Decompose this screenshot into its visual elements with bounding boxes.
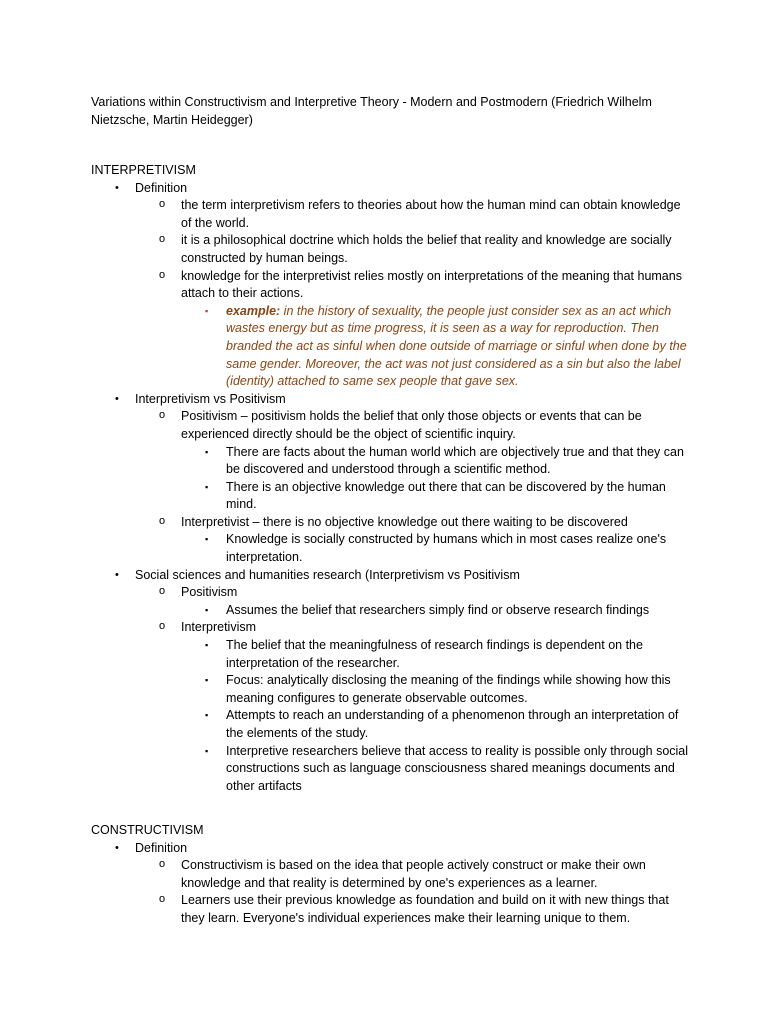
- list-item-text: There are facts about the human world which are objectively true and that they can be discovered and understood through a scientific method.: [226, 444, 684, 477]
- sub-list: [91, 408, 691, 566]
- sub-list: [91, 584, 691, 795]
- list-item-text: Interpretivism: [181, 620, 257, 635]
- list-item-text: Interpretive researchers believe that access to reality is possible only through social constructions such as language consciousness shared meanings documents and other artifacts: [226, 743, 689, 793]
- square-bullet-icon: ▪: [205, 640, 209, 651]
- list-item: [181, 637, 691, 672]
- square-bullet-icon: ▪: [205, 675, 209, 686]
- square-bullet-icon: ▪: [205, 305, 209, 316]
- list-item: [181, 444, 691, 479]
- example-text: in the history of sexuality, the people just consider sex as an act which wastes energy but as time progress, it is seen as a way for reproduction. Then branded the act as sinful when done outside of marriage or sinful when done by the same gender. Moreover, the act was not just considered as a sin but also the label (identity) attached to same sex people that gave sex.: [226, 303, 687, 389]
- circle-bullet-icon: o: [159, 893, 166, 906]
- list-item-text: Positivism – positivism holds the belief that only those objects or events that can be experienced directly should be the object of scientific inquiry.: [181, 409, 642, 441]
- example-item: [181, 303, 691, 391]
- square-bullet-icon: ▪: [205, 481, 209, 492]
- list-item-text: Positivism: [181, 585, 238, 600]
- list-item-text: There is an objective knowledge out there that can be discovered by the human mind.: [226, 479, 666, 512]
- list-item-label: Definition: [135, 840, 188, 855]
- circle-bullet-icon: o: [159, 268, 166, 281]
- list-item: [135, 408, 691, 514]
- list-item-text: The belief that the meaningfulness of research findings is dependent on the interpretation of the researcher.: [226, 638, 643, 670]
- square-bullet-icon: ▪: [205, 604, 209, 615]
- circle-bullet-icon: o: [159, 585, 166, 598]
- list-item-text: Learners use their previous knowledge as foundation and build on it with new things that they learn. Everyone's individual experiences make their learning unique to them.: [181, 893, 669, 925]
- circle-bullet-icon: o: [159, 620, 166, 633]
- bullet-list: [91, 180, 691, 796]
- list-item: [135, 197, 691, 232]
- list-item-label: Social sciences and humanities research (Interpretivism vs Positivism: [135, 567, 520, 582]
- sub-sub-list: [137, 444, 691, 514]
- list-item: [181, 531, 691, 566]
- section-heading: CONSTRUCTIVISM: [91, 823, 204, 837]
- bullet-icon: •: [115, 568, 119, 581]
- example-paragraph: [226, 304, 687, 388]
- list-item: [181, 479, 691, 514]
- square-bullet-icon: ▪: [205, 534, 209, 545]
- list-item: [135, 584, 691, 619]
- list-item-text: the term interpretivism refers to theories about how the human mind can obtain knowledge of the world.: [181, 198, 681, 230]
- list-item-label: Interpretivism vs Positivism: [135, 391, 286, 406]
- circle-bullet-icon: o: [159, 858, 166, 871]
- square-bullet-icon: ▪: [205, 745, 209, 756]
- list-item-text: it is a philosophical doctrine which holds the belief that reality and knowledge are socially constructed by human beings.: [181, 233, 672, 265]
- sub-sub-list: [137, 602, 691, 620]
- section-interpretivism: [91, 162, 691, 795]
- bullet-icon: •: [115, 841, 119, 854]
- list-item: [135, 232, 691, 267]
- circle-bullet-icon: o: [159, 233, 166, 246]
- bullet-icon: •: [115, 392, 119, 405]
- sub-sub-list: [137, 303, 691, 391]
- list-item: [91, 840, 691, 928]
- list-item: [181, 707, 691, 742]
- list-item-text: Constructivism is based on the idea that people actively construct or make their own knowledge and that reality is determined by one's experiences as a learner.: [181, 858, 646, 890]
- list-item-text: Focus: analytically disclosing the meaning of the findings while showing how this meaning configures to generate observable outcomes.: [226, 673, 671, 705]
- square-bullet-icon: ▪: [205, 446, 209, 457]
- sub-sub-list: [137, 531, 691, 566]
- list-item-text: Attempts to reach an understanding of a phenomenon through an interpretation of the elements of the study.: [226, 708, 679, 740]
- sub-sub-list: [137, 637, 691, 795]
- list-item-text: knowledge for the interpretivist relies mostly on interpretations of the meaning that humans attach to their actions.: [181, 268, 682, 301]
- list-item: [135, 892, 691, 927]
- list-item: [91, 391, 691, 567]
- example-label: example:: [226, 303, 281, 318]
- circle-bullet-icon: o: [159, 409, 166, 422]
- list-item-text: Knowledge is socially constructed by humans which in most cases realize one's interpretation.: [226, 532, 667, 565]
- list-item: [181, 672, 691, 707]
- list-item-text: Assumes the belief that researchers simply find or observe research findings: [226, 602, 650, 617]
- list-item: [181, 602, 691, 620]
- sub-list: [91, 197, 691, 391]
- circle-bullet-icon: o: [159, 514, 166, 527]
- list-item: [135, 619, 691, 795]
- bullet-list: [91, 840, 691, 928]
- list-item: [135, 268, 691, 391]
- list-item: [135, 514, 691, 567]
- document-title: Variations within Constructivism and Interpretive Theory - Modern and Postmodern (Friedrich Wilhelm Nietzsche, Martin Heidegger): [91, 95, 652, 127]
- sub-list: [91, 857, 691, 927]
- square-bullet-icon: ▪: [205, 710, 209, 721]
- bullet-icon: •: [115, 181, 119, 194]
- section-constructivism: [91, 822, 691, 928]
- list-item: [135, 857, 691, 892]
- list-item: [181, 743, 691, 796]
- list-item: [91, 567, 691, 796]
- list-item-label: Definition: [135, 180, 188, 195]
- section-heading: INTERPRETIVISM: [91, 163, 196, 177]
- circle-bullet-icon: o: [159, 198, 166, 211]
- list-item: [91, 180, 691, 391]
- list-item-text: Interpretivist – there is no objective knowledge out there waiting to be discovered: [181, 514, 628, 529]
